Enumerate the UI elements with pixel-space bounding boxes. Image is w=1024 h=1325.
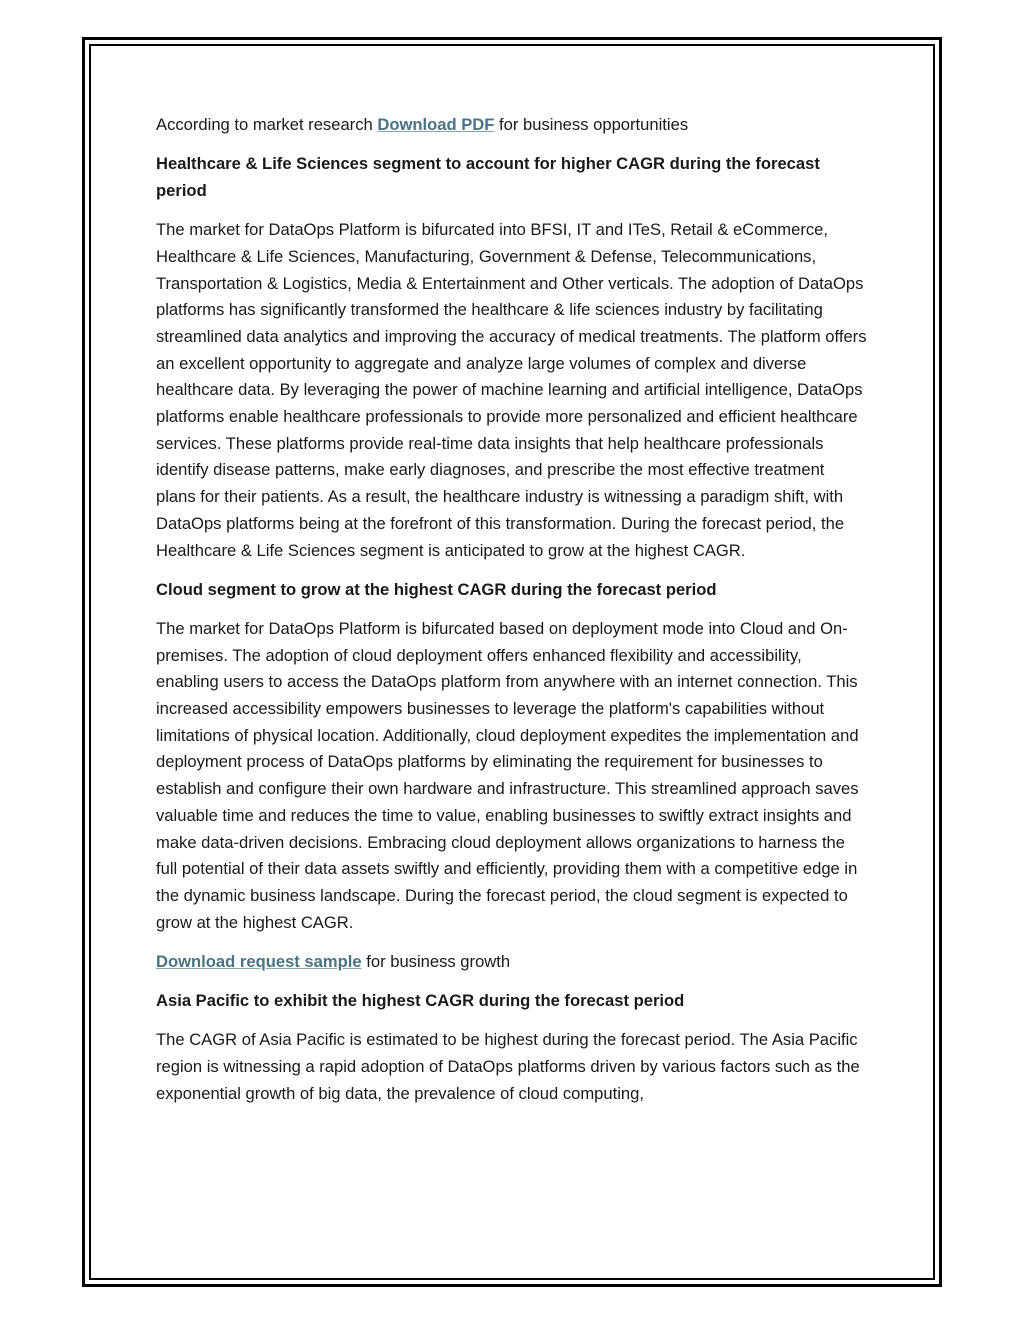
section-body-cloud: The market for DataOps Platform is bifurcated based on deployment mode into Cloud and On-premises. The adoption of cloud deployment offers enhanced flexibility and accessibility, enabling users to access the DataOps platform from anywhere with an internet connection. This increased accessibility empowers businesses to leverage the platform's capabilities without limitations of physical location. Additionally, cloud deployment expedites the implementation and deployment process of DataOps platforms by eliminating the requirement for businesses to establish and configure their own hardware and infrastructure. This streamlined approach saves valuable time and reduces the time to value, enabling businesses to swiftly extract insights and make data-driven decisions. Embracing cloud deployment allows organizations to harness the full potential of their data assets swiftly and efficiently, providing them with a competitive edge in the dynamic business landscape. During the forecast period, the cloud segment is expected to grow at the highest CAGR. [156,618,859,932]
intro-prefix: According to market research [156,115,378,134]
section-body-apac: The CAGR of Asia Pacific is estimated to be highest during the forecast period. The Asia Pacific region is witnessing a rapid adoption of DataOps platforms driven by various factors such as the exponential growth of big data, the prevalence of cloud computing, [156,1030,860,1103]
section-heading-apac: Asia Pacific to exhibit the highest CAGR during the forecast period [156,991,685,1011]
section-body-healthcare: The market for DataOps Platform is bifurcated into BFSI, IT and ITeS, Retail & eCommerce, Healthcare & Life Sciences, Manufacturing, Government & Defense, Telecommunications, Transportation & Logistics, Media & Entertainment and Other verticals. The adoption of DataOps platforms has significantly transformed the healthcare & life sciences industry by facilitating streamlined data analytics and improving the accuracy of medical treatments. The platform offers an excellent opportunity to aggregate and analyze large volumes of complex and diverse healthcare data. By leveraging the power of machine learning and artificial intelligence, DataOps platforms enable healthcare professionals to provide more personalized and efficient healthcare services. These platforms provide real-time data insights that help healthcare professionals identify disease patterns, make early diagnoses, and prescribe the most effective treatment plans for their patients. As a result, the healthcare industry is witnessing a paradigm shift, with DataOps platforms being at the forefront of this transformation. During the forecast period, the Healthcare & Life Sciences segment is anticipated to grow at the highest CAGR. [156,220,867,560]
section-heading-healthcare: Healthcare & Life Sciences segment to account for higher CAGR during the forecast period [156,154,820,200]
document-body [156,112,868,1120]
sample-suffix: for business growth [361,951,511,971]
sample-paragraph [156,949,868,976]
download-request-sample-link[interactable]: Download request sample [156,951,362,971]
intro-paragraph [156,112,868,139]
download-pdf-link[interactable]: Download PDF [377,115,495,134]
section-heading-cloud: Cloud segment to grow at the highest CAGR during the forecast period [156,579,717,599]
intro-suffix: for business opportunities [494,115,689,134]
